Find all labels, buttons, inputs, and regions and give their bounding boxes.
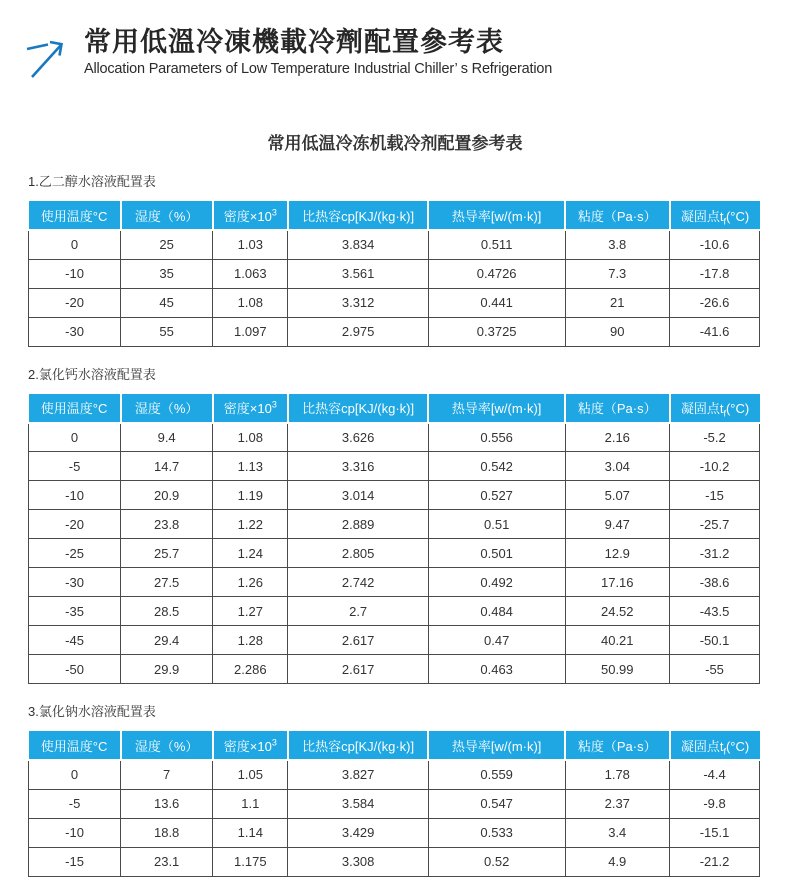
table-cell: 17.16 (565, 568, 670, 597)
table-cell: 0 (29, 230, 121, 259)
column-header: 比热容cp[KJ/(kg·k)] (288, 393, 428, 423)
table-row (29, 655, 760, 684)
table-cell: 0.484 (428, 597, 565, 626)
table-cell: 3.626 (288, 423, 428, 452)
table-cell: -21.2 (670, 847, 760, 876)
section-calcium-chloride (28, 347, 762, 685)
column-header: 使用温度°C (29, 730, 121, 760)
table-row (29, 317, 760, 346)
table-cell: 3.4 (565, 818, 670, 847)
table-cell: 9.47 (565, 510, 670, 539)
table-cell: 0 (29, 760, 121, 789)
brand-text-block (84, 27, 552, 77)
table-cell: -43.5 (670, 597, 760, 626)
table-cell: -15 (670, 481, 760, 510)
table-cell: -10 (29, 818, 121, 847)
table-cell: 0.501 (428, 539, 565, 568)
table-cell: -17.8 (670, 259, 760, 288)
page-title: 常用低溫冷凍機載冷劑配置參考表 (84, 27, 504, 57)
table-cell: -10.2 (670, 452, 760, 481)
table-cell: 1.08 (213, 288, 288, 317)
column-header: 使用温度°C (29, 200, 121, 230)
column-header: 粘度（Pa·s） (565, 393, 670, 423)
table-row (29, 259, 760, 288)
table-cell: 1.24 (213, 539, 288, 568)
table-cell: 1.19 (213, 481, 288, 510)
table-cell: 3.584 (288, 789, 428, 818)
table-cell: -35 (29, 597, 121, 626)
table-cell: 29.4 (121, 626, 213, 655)
column-header: 密度$\times 10^3$ (213, 200, 288, 230)
arrow-up-right-icon (24, 31, 68, 79)
column-header: 凝固点$t_f(^\circ C)$ (670, 393, 760, 423)
table-row (29, 288, 760, 317)
column-header: 密度$\times 10^3$ (213, 393, 288, 423)
table-cell: -10 (29, 259, 121, 288)
table-cell: 0.463 (428, 655, 565, 684)
column-header: 粘度（Pa·s） (565, 200, 670, 230)
table-cell: 12.9 (565, 539, 670, 568)
table-cell: 13.6 (121, 789, 213, 818)
table-cell: 0.527 (428, 481, 565, 510)
table-header-row (29, 730, 760, 760)
table-cell: 1.78 (565, 760, 670, 789)
table-cell: 3.316 (288, 452, 428, 481)
table-cell: -4.4 (670, 760, 760, 789)
table-cell: 29.9 (121, 655, 213, 684)
table-cell: -5 (29, 452, 121, 481)
column-header: 使用温度°C (29, 393, 121, 423)
table-row (29, 818, 760, 847)
table-cell: 1.22 (213, 510, 288, 539)
section-label: 3.氯化钠水溶液配置表 (28, 704, 156, 719)
table-row (29, 230, 760, 259)
table-cell: 2.975 (288, 317, 428, 346)
table-cell: 3.827 (288, 760, 428, 789)
table-cell: 55 (121, 317, 213, 346)
table-cell: 0.542 (428, 452, 565, 481)
table-cell: 0.51 (428, 510, 565, 539)
column-header: 湿度（%） (121, 730, 213, 760)
table-cell: 0.533 (428, 818, 565, 847)
table-row (29, 847, 760, 876)
table-cell: 0 (29, 423, 121, 452)
table-cell: 21 (565, 288, 670, 317)
table-cell: 2.805 (288, 539, 428, 568)
table-header-row (29, 200, 760, 230)
column-header: 热导率[w/(m·k)] (428, 200, 565, 230)
table-cell: -5 (29, 789, 121, 818)
table-cell: 4.9 (565, 847, 670, 876)
table-cell: -20 (29, 510, 121, 539)
section-label: 2.氯化钙水溶液配置表 (28, 366, 156, 382)
column-header: 热导率[w/(m·k)] (428, 730, 565, 760)
table-cell: 1.1 (213, 789, 288, 818)
table-cell: 3.8 (565, 230, 670, 259)
table-cell: -10.6 (670, 230, 760, 259)
section-label: 1.乙二醇水溶液配置表 (28, 174, 156, 189)
brand-header (0, 0, 790, 79)
table-cell: 1.175 (213, 847, 288, 876)
table-cell: 20.9 (121, 481, 213, 510)
table-cell: 27.5 (121, 568, 213, 597)
table-cell: 0.3725 (428, 317, 565, 346)
table-cell: 40.21 (565, 626, 670, 655)
table-cell: 23.8 (121, 510, 213, 539)
table-cell: 18.8 (121, 818, 213, 847)
table-cell: -38.6 (670, 568, 760, 597)
column-header: 比热容cp[KJ/(kg·k)] (288, 200, 428, 230)
table-cell: -31.2 (670, 539, 760, 568)
table-cell: 35 (121, 259, 213, 288)
table-cell: -10 (29, 481, 121, 510)
section-sodium-chloride (28, 684, 762, 877)
sodium-chloride-table (28, 729, 760, 877)
column-header: 凝固点$t_f(^\circ C)$ (670, 730, 760, 760)
table-row (29, 539, 760, 568)
table-cell: 0.492 (428, 568, 565, 597)
table-cell: 2.742 (288, 568, 428, 597)
table-cell: 2.16 (565, 423, 670, 452)
table-row (29, 626, 760, 655)
table-cell: 2.7 (288, 597, 428, 626)
table-cell: 7.3 (565, 259, 670, 288)
table-cell: 25.7 (121, 539, 213, 568)
table-cell: 2.617 (288, 626, 428, 655)
page-subtitle: Allocation Parameters of Low Temperature Industrial Chiller’ s Refrigeration (84, 60, 553, 78)
table-cell: 14.7 (121, 452, 213, 481)
table-cell: -50.1 (670, 626, 760, 655)
table-cell: 1.14 (213, 818, 288, 847)
table-cell: 0.556 (428, 423, 565, 452)
calcium-chloride-table (28, 392, 760, 685)
table-cell: 0.4726 (428, 259, 565, 288)
table-cell: -25 (29, 539, 121, 568)
table-cell: 1.097 (213, 317, 288, 346)
table-cell: 24.52 (565, 597, 670, 626)
table-row (29, 789, 760, 818)
table-cell: -50 (29, 655, 121, 684)
table-cell: 23.1 (121, 847, 213, 876)
ethylene-glycol-table (28, 199, 760, 347)
table-cell: -30 (29, 317, 121, 346)
table-row (29, 452, 760, 481)
table-cell: -20 (29, 288, 121, 317)
table-row (29, 597, 760, 626)
table-cell: 5.07 (565, 481, 670, 510)
table-cell: 0.511 (428, 230, 565, 259)
table-cell: 3.308 (288, 847, 428, 876)
table-cell: -15.1 (670, 818, 760, 847)
table-cell: -15 (29, 847, 121, 876)
table-cell: -26.6 (670, 288, 760, 317)
table-cell: 1.27 (213, 597, 288, 626)
table-cell: 45 (121, 288, 213, 317)
table-cell: 1.03 (213, 230, 288, 259)
table-cell: 2.286 (213, 655, 288, 684)
table-cell: -30 (29, 568, 121, 597)
column-header: 热导率[w/(m·k)] (428, 393, 565, 423)
table-cell: 3.312 (288, 288, 428, 317)
table-cell: 3.014 (288, 481, 428, 510)
table-cell: 0.559 (428, 760, 565, 789)
table-cell: 25 (121, 230, 213, 259)
table-cell: 0.47 (428, 626, 565, 655)
table-cell: 0.441 (428, 288, 565, 317)
table-cell: 2.617 (288, 655, 428, 684)
column-header: 凝固点$t_f(^\circ C)$ (670, 200, 760, 230)
table-cell: 3.429 (288, 818, 428, 847)
table-cell: 3.04 (565, 452, 670, 481)
table-cell: 0.52 (428, 847, 565, 876)
table-row (29, 423, 760, 452)
table-cell: -9.8 (670, 789, 760, 818)
table-cell: 50.99 (565, 655, 670, 684)
table-cell: 0.547 (428, 789, 565, 818)
table-row (29, 481, 760, 510)
column-header: 比热容cp[KJ/(kg·k)] (288, 730, 428, 760)
section-ethylene-glycol (28, 154, 762, 347)
table-cell: 7 (121, 760, 213, 789)
table-cell: 90 (565, 317, 670, 346)
table-cell: 1.26 (213, 568, 288, 597)
table-cell: -25.7 (670, 510, 760, 539)
table-cell: 2.889 (288, 510, 428, 539)
table-cell: 3.561 (288, 259, 428, 288)
table-cell: 3.834 (288, 230, 428, 259)
table-cell: 1.13 (213, 452, 288, 481)
column-header: 湿度（%） (121, 393, 213, 423)
column-header: 粘度（Pa·s） (565, 730, 670, 760)
column-header: 密度$\times 10^3$ (213, 730, 288, 760)
table-cell: -45 (29, 626, 121, 655)
table-cell: 1.063 (213, 259, 288, 288)
table-cell: -55 (670, 655, 760, 684)
table-cell: 2.37 (565, 789, 670, 818)
table-cell: 1.28 (213, 626, 288, 655)
table-row (29, 760, 760, 789)
table-row (29, 568, 760, 597)
table-header-row (29, 393, 760, 423)
table-row (29, 510, 760, 539)
table-cell: 1.05 (213, 760, 288, 789)
table-cell: -41.6 (670, 317, 760, 346)
table-cell: 9.4 (121, 423, 213, 452)
table-cell: 28.5 (121, 597, 213, 626)
document-title: 常用低温冷冻机载冷剂配置参考表 (267, 134, 523, 153)
table-cell: 1.08 (213, 423, 288, 452)
table-cell: -5.2 (670, 423, 760, 452)
column-header: 湿度（%） (121, 200, 213, 230)
